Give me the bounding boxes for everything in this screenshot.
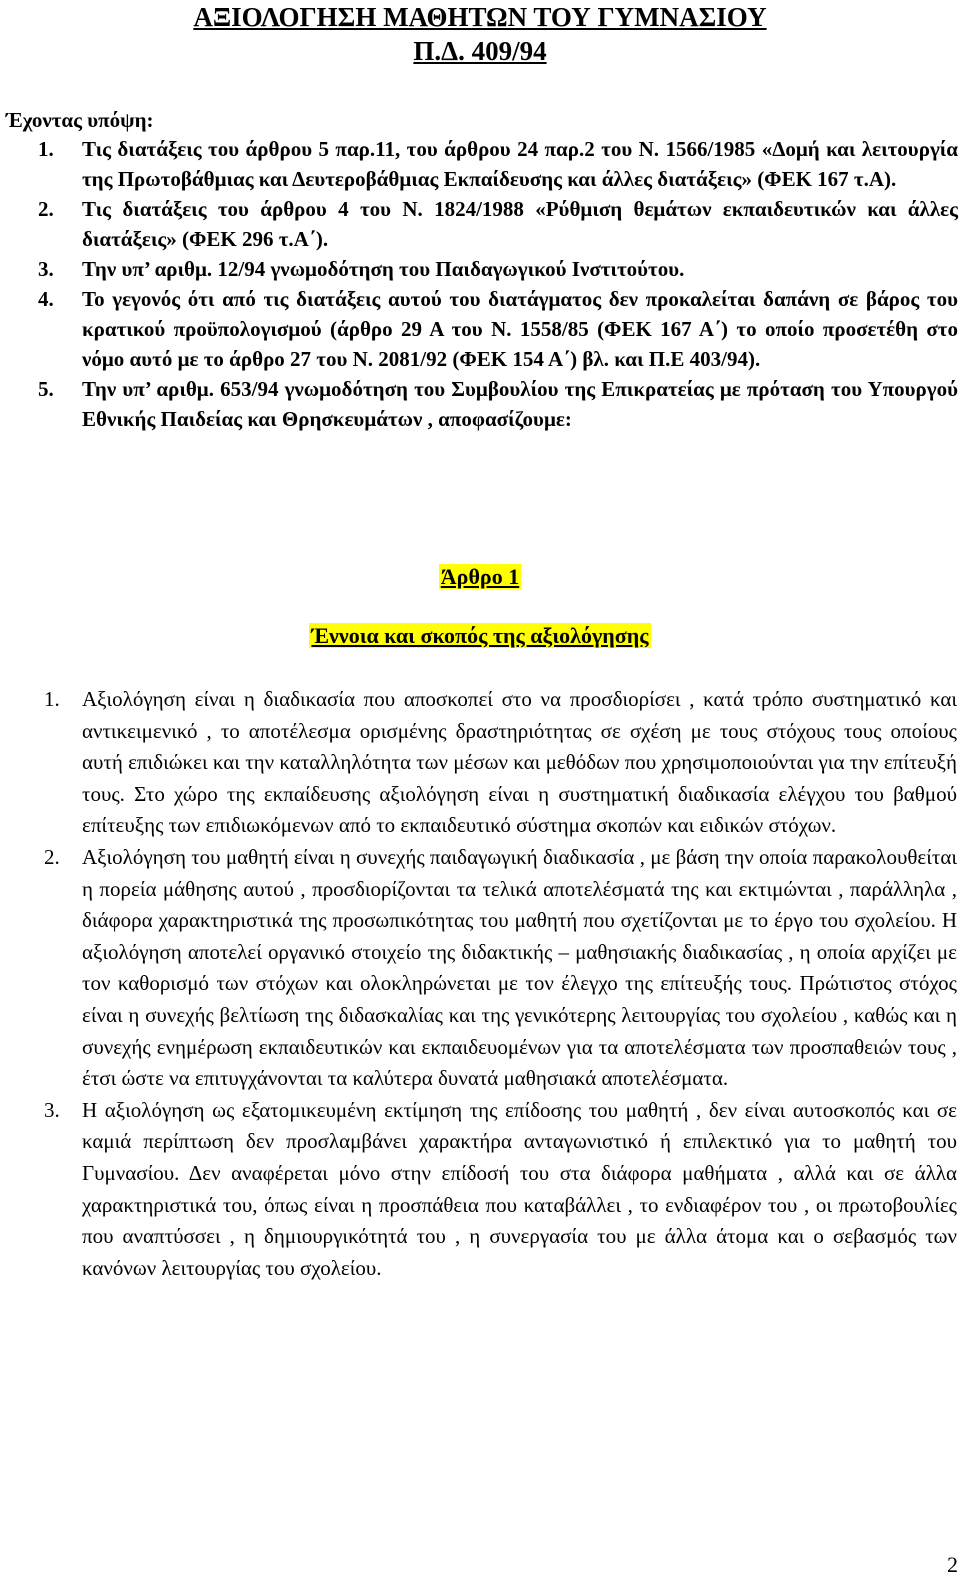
document-title: ΑΞΙΟΛΟΓΗΣΗ ΜΑΘΗΤΩΝ ΤΟΥ ΓΥΜΝΑΣΙΟΥ bbox=[193, 2, 767, 32]
preamble-item bbox=[0, 374, 960, 434]
page-number: 2 bbox=[947, 1552, 958, 1577]
preamble-item bbox=[0, 134, 960, 194]
article-paragraph bbox=[0, 1095, 960, 1285]
preamble-item-number: 2. bbox=[38, 197, 54, 221]
article-subtitle: Έννοια και σκοπός της αξιολόγησης bbox=[311, 623, 649, 648]
preamble-item-number: 4. bbox=[38, 287, 54, 311]
preamble-item-text: Τις διατάξεις του άρθρου 4 του Ν. 1824/1988 «Ρύθμιση θεμάτων εκπαιδευτικών και άλλες διατάξεις» (ΦΕΚ 296 τ.Α΄). bbox=[82, 197, 958, 251]
preamble-item-text: Την υπ’ αριθμ. 12/94 γνωμοδότηση του Παιδαγωγικού Ινστιτούτου. bbox=[82, 257, 685, 281]
preamble-item-text: Την υπ’ αριθμ. 653/94 γνωμοδότηση του Συμβουλίου της Επικρατείας με πρόταση του Υπουργού Εθνικής Παιδείας και Θρησκευμάτων , αποφασίζουμε: bbox=[82, 377, 958, 431]
paragraph-text: Αξιολόγηση του μαθητή είναι η συνεχής παιδαγωγική διαδικασία , με βάση την οποία παρακολουθείται η πορεία μάθησης αυτού , προσδιορίζονται τα τελικά αποτελέσματά της και εκτιμώνται , παράλληλα , διάφορα χαρακτηριστικά της προσωπικότητας του μαθητή που σχετίζονται με το έργο του σχολείου. Η αξιολόγηση αποτελεί οργανικό στοιχείο της διδακτικής – μαθησιακής διαδικασίας , η οποία αρχίζει με τον καθορισμό των στόχων και ολοκληρώνεται με τον έλεγχο της επίτευξής τους. Πρώτιστος στόχος είναι η συνεχής βελτίωση της διδασκαλίας και της γενικότερης λειτουργίας του σχολείου , καθώς και η συνεχής ενημέρωση εκπαιδευτικών και εκπαιδευομένων για τα αποτελέσματα των προσπαθειών τους , έτσι ώστε να επιτυγχάνονται τα καλύτερα δυνατά μαθησιακά αποτελέσματα. bbox=[82, 844, 957, 1091]
preamble-item-number: 3. bbox=[38, 257, 54, 281]
article-subheading bbox=[0, 621, 960, 651]
paragraph-text: Η αξιολόγηση ως εξατομικευμένη εκτίμηση της επίδοσης του μαθητή , δεν είναι αυτοσκοπός και σε καμιά περίπτωση δεν προσλαμβάνει χαρακτήρα ανταγωνιστικό ή επιλεκτικό για το μαθητή του Γυμνασίου. Δεν αναφέρεται μόνο στην επίδοσή του στα διάφορα μαθήματα , αλλά και σε άλλα χαρακτηριστικά του, όπως είναι η προσπάθεια που καταβάλλει , το ενδιαφέρον του , οι πρωτοβουλίες που αναπτύσσει , η δημιουργικότητά του , η συνεργασία του με άλλα άτομα και ο σεβασμός των κανόνων λειτουργίας του σχολείου. bbox=[82, 1097, 957, 1280]
article-heading bbox=[0, 562, 960, 592]
article-body bbox=[0, 684, 960, 1284]
article-paragraph bbox=[0, 684, 960, 842]
article-paragraph bbox=[0, 842, 960, 1095]
paragraph-number: 3. bbox=[44, 1097, 60, 1122]
preamble-item bbox=[0, 194, 960, 254]
preamble-list bbox=[0, 134, 960, 434]
preamble-item bbox=[0, 284, 960, 374]
preamble-item-text: Το γεγονός ότι από τις διατάξεις αυτού του διατάγματος δεν προκαλείται δαπάνη σε βάρος του κρατικού προϋπολογισμού (άρθρο 29 Α του Ν. 1558/85 (ΦΕΚ 167 Α΄) το οποίο προσετέθη στο νόμο αυτό με το άρθρο 27 του Ν. 2081/92 (ΦΕΚ 154 Α΄) βλ. και Π.Ε 403/94). bbox=[82, 287, 958, 371]
paragraph-number: 2. bbox=[44, 844, 60, 869]
preamble-intro: Έχοντας υπόψη: bbox=[6, 108, 154, 132]
paragraph-number: 1. bbox=[44, 687, 60, 711]
paragraph-text: Αξιολόγηση είναι η διαδικασία που αποσκοπεί στο να προσδιορίσει , κατά τρόπο συστηματικό και αντικειμενικό , το αποτέλεσμα ορισμένης δραστηριότητας σε σχέση με τους στόχους τους οποίους αυτή επιδιώκει και την καταλληλότητα των μέσων και μεθόδων που χρησιμοποιούνται για την επίτευξή τους. Στο χώρο της εκπαίδευσης αξιολόγηση είναι η συστηματική διαδικασία ελέγχου του βαθμού επίτευξης των επιδιωκόμενων από το εκπαιδευτικό σύστημα σκοπών και ειδικών στόχων. bbox=[82, 687, 957, 838]
decree-number: Π.Δ. 409/94 bbox=[413, 36, 547, 66]
preamble-item-number: 5. bbox=[38, 377, 54, 401]
article-title: Άρθρο 1 bbox=[440, 564, 520, 589]
preamble-item bbox=[0, 254, 960, 284]
preamble-item-number: 1. bbox=[38, 137, 54, 161]
preamble-item-text: Τις διατάξεις του άρθρου 5 παρ.11, του άρθρου 24 παρ.2 του Ν. 1566/1985 «Δομή και λειτουργία της Πρωτοβάθμιας και Δευτεροβάθμιας Εκπαίδευσης και άλλες διατάξεις» (ΦΕΚ 167 τ.Α). bbox=[82, 137, 958, 191]
